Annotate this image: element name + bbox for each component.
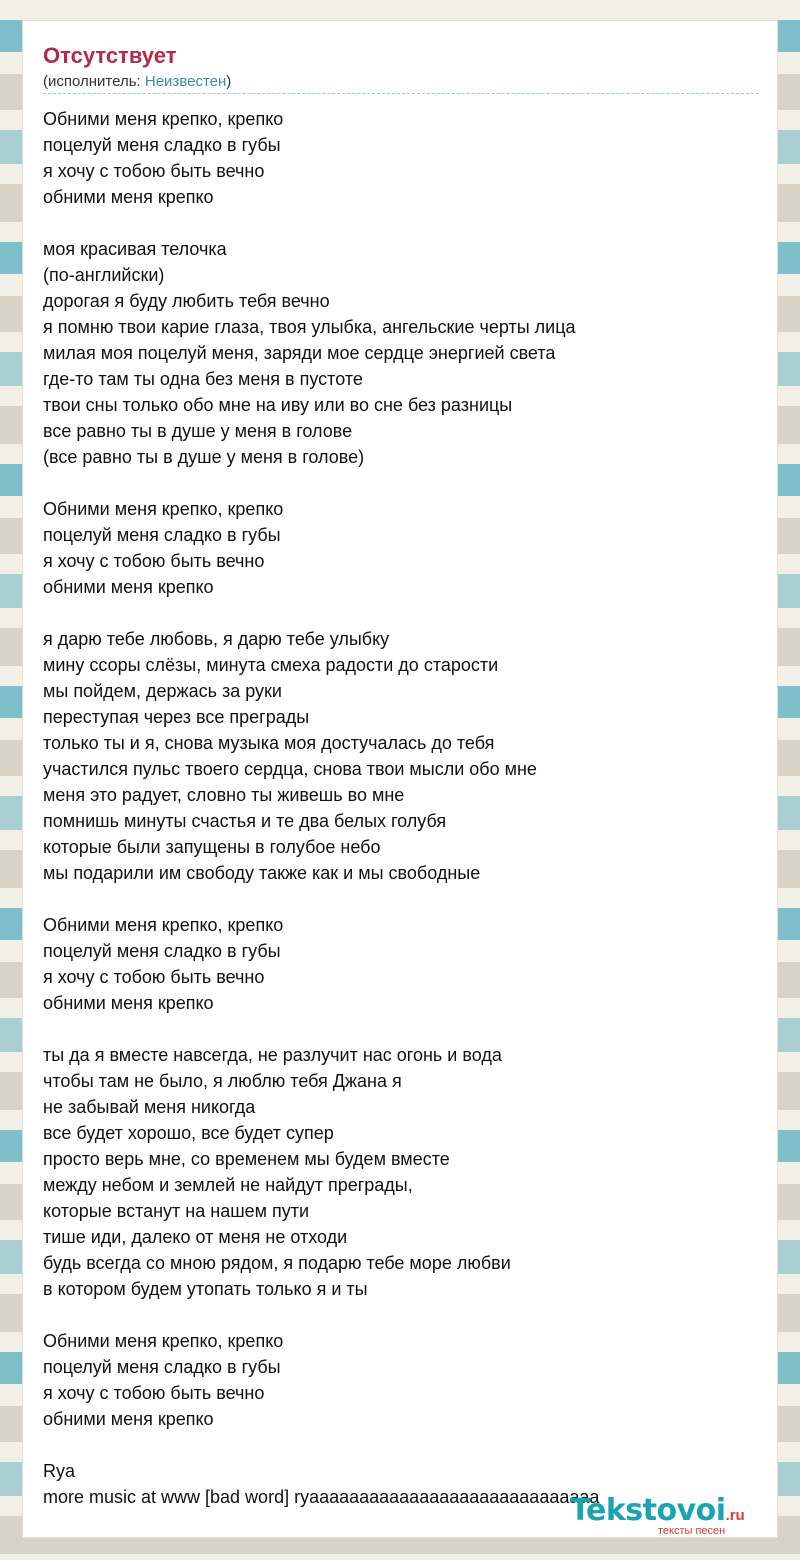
lyric-line: я хочу с тобою быть вечно <box>43 551 265 571</box>
lyric-line: я хочу с тобою быть вечно <box>43 1383 265 1403</box>
lyric-line: поцелуй меня сладко в губы <box>43 941 281 961</box>
lyric-line: между небом и землей не найдут преграды, <box>43 1175 413 1195</box>
lyric-line: Обними меня крепко, крепко <box>43 109 284 129</box>
lyric-line: твои сны только обо мне на иву или во сне без разницы <box>43 395 513 415</box>
lyric-line: Обними меня крепко, крепко <box>43 499 284 519</box>
lyric-line: обними меня крепко <box>43 993 214 1013</box>
lyric-line: поцелуй меня сладко в губы <box>43 525 281 545</box>
lyric-line: Rya <box>43 1461 76 1481</box>
lyric-line: где-то там ты одна без меня в пустоте <box>43 369 363 389</box>
artist-prefix: (исполнитель: <box>43 73 145 90</box>
stanza-break <box>43 210 757 236</box>
stanza-break <box>43 1432 757 1458</box>
lyric-line: помнишь минуты счастья и те два белых голубя <box>43 811 447 831</box>
lyric-line: все будет хорошо, все будет супер <box>43 1123 334 1143</box>
lyric-line: будь всегда со мною рядом, я подарю тебе море любви <box>43 1253 511 1273</box>
lyric-line: мы подарили им свободу также как и мы свободные <box>43 863 481 883</box>
artist-line <box>43 73 757 91</box>
logo-tld: .ru <box>725 1507 745 1524</box>
dashed-divider <box>43 93 759 94</box>
lyric-line: которые были запущены в голубое небо <box>43 837 381 857</box>
stanza-break <box>43 600 757 626</box>
lyric-line: милая моя поцелуй меня, заряди мое сердце энергией света <box>43 343 556 363</box>
stanza-break <box>43 886 757 912</box>
lyric-line: чтобы там не было, я люблю тебя Джана я <box>43 1071 402 1091</box>
lyric-line: мину ссоры слёзы, минута смеха радости до старости <box>43 655 499 675</box>
lyric-line: ты да я вместе навсегда, не разлучит нас огонь и вода <box>43 1045 502 1065</box>
site-logo[interactable] <box>570 1494 775 1544</box>
lyric-line: в котором будем утопать только я и ты <box>43 1279 368 1299</box>
lyric-line: (все равно ты в душе у меня в голове) <box>43 447 365 467</box>
logo-tagline: тексты песен <box>658 1525 726 1537</box>
lyric-line: я хочу с тобою быть вечно <box>43 161 265 181</box>
lyric-line: мы пойдем, держась за руки <box>43 681 282 701</box>
lyric-line: я помню твои карие глаза, твоя улыбка, ангельские черты лица <box>43 317 576 337</box>
lyric-line: просто верь мне, со временем мы будем вместе <box>43 1149 450 1169</box>
lyric-line: только ты и я, снова музыка моя достучалась до тебя <box>43 733 495 753</box>
stanza-break <box>43 1016 757 1042</box>
lyrics-text <box>43 106 757 1510</box>
lyric-line: обними меня крепко <box>43 187 214 207</box>
lyric-line: не забывай меня никогда <box>43 1097 256 1117</box>
lyric-line: я хочу с тобою быть вечно <box>43 967 265 987</box>
stanza-break <box>43 470 757 496</box>
lyric-line: more music at www [bad word] ryaaaaaaaaaaaaaaaaaaaaaaaaaaaaa <box>43 1487 600 1507</box>
lyric-line: все равно ты в душе у меня в голове <box>43 421 353 441</box>
artist-link[interactable]: Неизвестен <box>144 73 227 90</box>
lyric-line: поцелуй меня сладко в губы <box>43 135 281 155</box>
lyric-line: которые встанут на нашем пути <box>43 1201 310 1221</box>
lyric-line: дорогая я буду любить тебя вечно <box>43 291 330 311</box>
lyric-line: моя красивая телочка <box>43 239 227 259</box>
lyric-line: обними меня крепко <box>43 1409 214 1429</box>
lyric-line: тише иди, далеко от меня не отходи <box>43 1227 348 1247</box>
lyric-line: я дарю тебе любовь, я дарю тебе улыбку <box>43 629 390 649</box>
lyric-line: переступая через все преграды <box>43 707 310 727</box>
lyric-line: участился пульс твоего сердца, снова твои мысли обо мне <box>43 759 537 779</box>
song-title: Отсутствует <box>43 43 177 68</box>
lyric-line: (по-английски) <box>43 265 165 285</box>
lyric-line: обними меня крепко <box>43 577 214 597</box>
stanza-break <box>43 1302 757 1328</box>
lyric-line: Обними меня крепко, крепко <box>43 1331 284 1351</box>
lyric-line: поцелуй меня сладко в губы <box>43 1357 281 1377</box>
lyric-line: Обними меня крепко, крепко <box>43 915 284 935</box>
artist-suffix: ) <box>226 73 232 90</box>
logo-brand: Tekstovoi <box>570 1493 726 1528</box>
lyrics-card <box>22 20 778 1538</box>
lyric-line: меня это радует, словно ты живешь во мне <box>43 785 405 805</box>
